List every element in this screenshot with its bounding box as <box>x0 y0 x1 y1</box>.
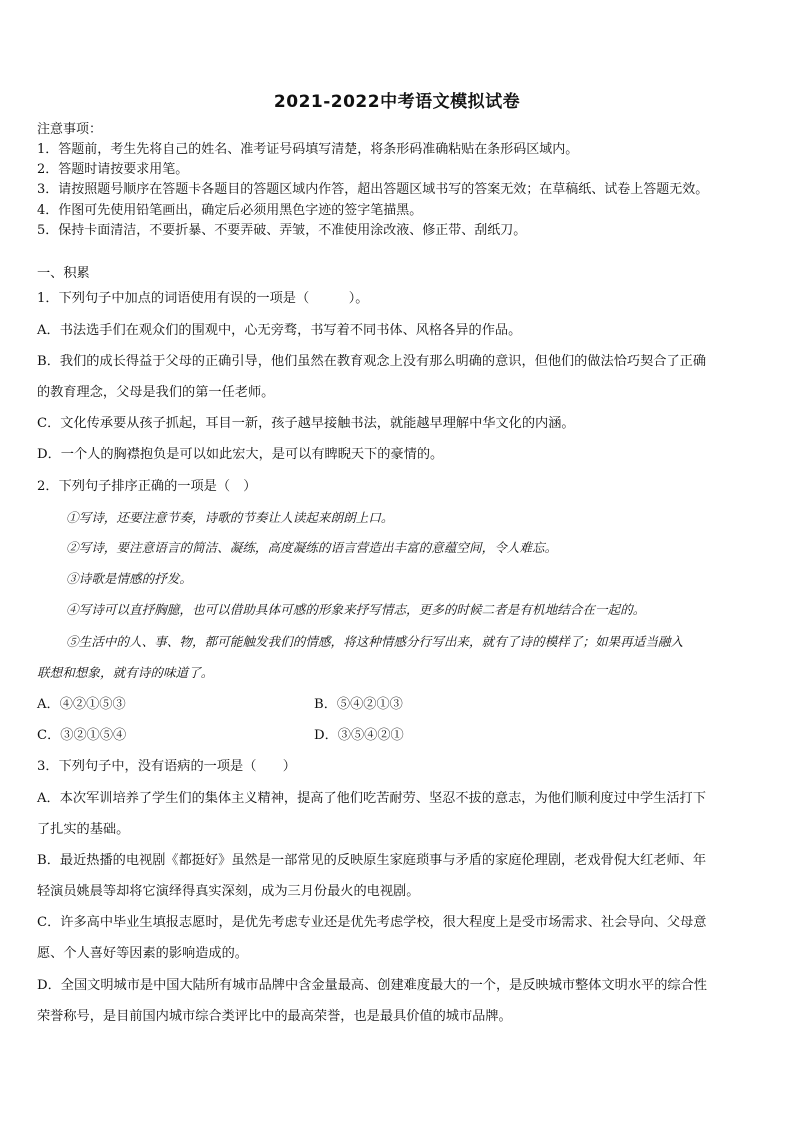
notice-item: 3．请按照题号顺序在答题卡各题目的答题区域内作答，超出答题区域书写的答案无效；在草稿纸、试卷上答题无效。 <box>37 182 709 197</box>
option-d: D．全国文明城市是中国大陆所有城市品牌中含金量最高、创建难度最大的一个，是反映城市整体文明水平的综合性 <box>37 978 707 993</box>
option-a: A．书法选手们在观众们的围观中，心无旁骛，书写着不同书体、风格各异的作品。 <box>37 323 522 338</box>
option-a-continued: 了扎实的基础。 <box>37 822 130 837</box>
option-d-continued: 荣誉称号，是目前国内城市综合类评比中的最高荣誉，也是最具价值的城市品牌。 <box>37 1009 512 1024</box>
sentence-5-continued: 联想和想象，就有诗的味道了。 <box>37 665 214 680</box>
sentence-3: ③诗歌是情感的抒发。 <box>66 571 192 586</box>
question-stem: 2．下列句子排序正确的一项是（ ） <box>37 479 257 494</box>
option-a: A．④②①⑤③ <box>37 697 126 712</box>
option-b-continued: 的教育理念，父母是我们的第一任老师。 <box>37 385 275 400</box>
option-b: B．最近热播的电视剧《都挺好》虽然是一部常见的反映原生家庭琐事与矛盾的家庭伦理剧，老戏骨倪大红老师、年 <box>37 853 707 868</box>
sentence-4: ④写诗可以直抒胸臆，也可以借助具体可感的形象来抒写情志，更多的时候二者是有机地结合在一起的。 <box>66 602 646 617</box>
option-b: B．我们的成长得益于父母的正确引导，他们虽然在教育观念上没有那么明确的意识，但他们的做法恰巧契合了正确 <box>37 354 707 369</box>
option-c: C．许多高中毕业生填报志愿时，是优先考虑专业还是优先考虑学校，很大程度上是受市场需求、社会导向、父母意 <box>37 915 707 930</box>
option-c: C．③②①⑤④ <box>37 728 127 743</box>
option-c: C．文化传承要从孩子抓起，耳目一新，孩子越早接触书法，就能越早理解中华文化的内涵。 <box>37 416 575 431</box>
sentence-2: ②写诗，要注意语言的简洁、凝练，高度凝练的语言营造出丰富的意蕴空间，令人难忘。 <box>66 540 558 555</box>
notice-item: 4．作图可先使用铅笔画出，确定后必须用黑色字迹的签字笔描黑。 <box>37 203 423 218</box>
notice-heading: 注意事项： <box>37 122 103 137</box>
notice-item: 2．答题时请按要求用笔。 <box>37 162 189 177</box>
notice-item: 5．保持卡面清洁，不要折暴、不要弄破、弄皱，不准使用涂改液、修正带、刮纸刀。 <box>37 223 527 238</box>
option-d: D．一个人的胸襟抱负是可以如此宏大，是可以有睥睨天下的豪情的。 <box>37 447 444 462</box>
page-title: 2021-2022中考语文模拟试卷 <box>273 92 521 112</box>
question-stem: 3．下列句子中，没有语病的一项是（ ） <box>37 759 296 774</box>
option-d: D．③⑤④②① <box>314 728 404 743</box>
sentence-1: ①写诗，还要注意节奏，诗歌的节奏让人读起来朗朗上口。 <box>66 510 394 525</box>
sentence-5: ⑤生活中的人、事、物，都可能触发我们的情感，将这种情感分行写出来，就有了诗的模样了；如果再适当融入 <box>66 634 684 649</box>
question-stem: 1．下列句子中加点的词语使用有误的一项是（ ）。 <box>37 291 369 306</box>
option-c-continued: 愿、个人喜好等因素的影响造成的。 <box>37 946 248 961</box>
option-b-continued: 轻演员姚晨等却将它演绎得真实深刻，成为三月份最火的电视剧。 <box>37 884 420 899</box>
section-heading: 一、积累 <box>37 266 90 281</box>
option-a: A．本次军训培养了学生们的集体主义精神，提高了他们吃苦耐劳、坚忍不拔的意志，为他们顺利度过中学生活打下 <box>37 791 706 806</box>
option-b: B．⑤④②①③ <box>314 697 403 712</box>
notice-item: 1．答题前，考生先将自己的姓名、准考证号码填写清楚，将条形码准确粘贴在条形码区域内。 <box>37 142 579 157</box>
